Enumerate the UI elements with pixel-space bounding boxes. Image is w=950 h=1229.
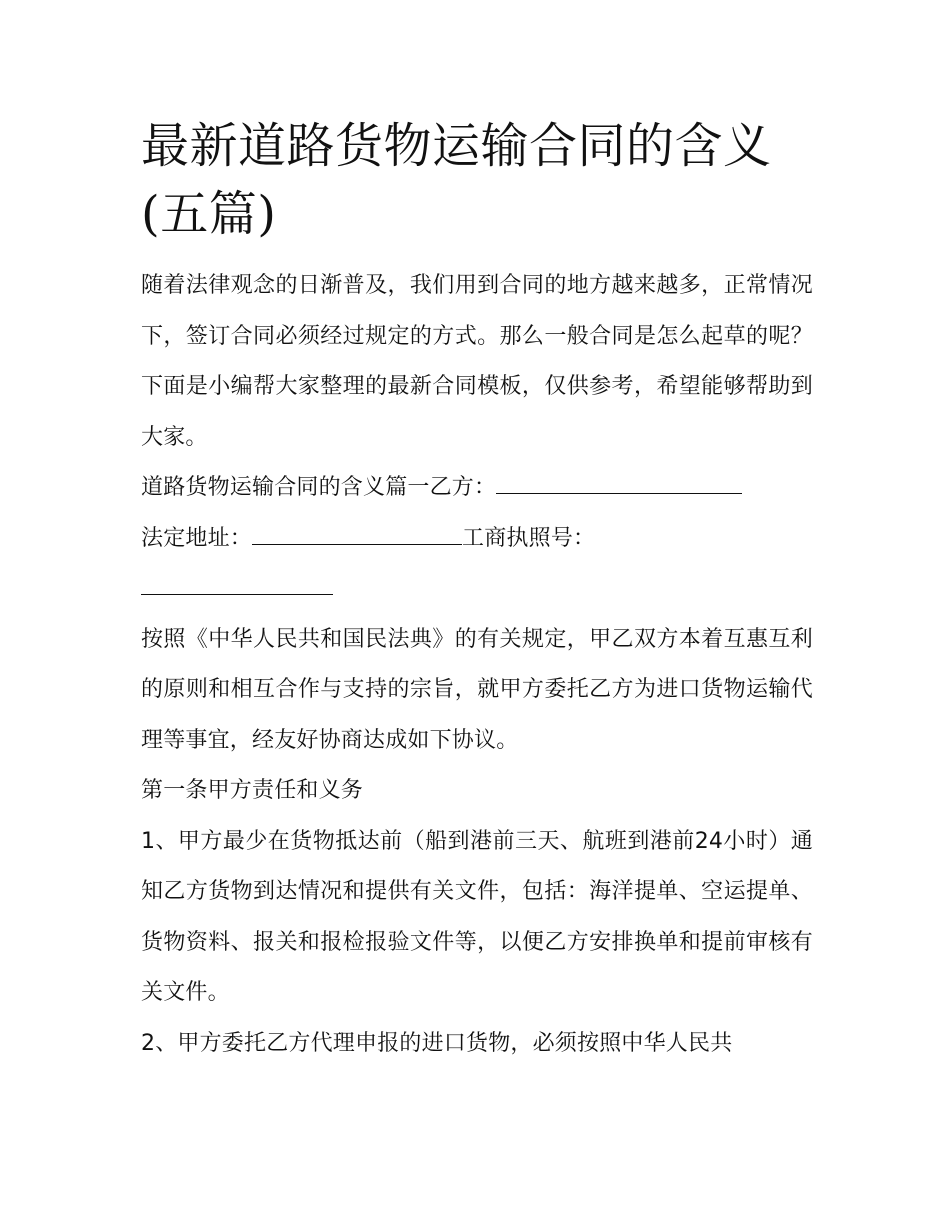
document-page: [141, 112, 813, 1069]
license-blank-line: [141, 564, 813, 615]
clause-2: 2、甲方委托乙方代理申报的进口货物，必须按照中华人民共: [141, 1030, 733, 1056]
license-label: 工商执照号：: [462, 525, 596, 551]
address-line: [141, 514, 813, 565]
intro-paragraph: 随着法律观念的日渐普及，我们用到合同的地方越来越多，正常情况下，签订合同必须经过规定的方式。那么一般合同是怎么起草的呢？下面是小编帮大家整理的最新合同模板，仅供参考，希望能够帮助到大家。: [141, 273, 813, 450]
preamble-paragraph: 按照《中华人民共和国民法典》的有关规定，甲乙双方本着互惠互利的原则和相互合作与支持的宗旨，就甲方委托乙方为进口货物运输代理等事宜，经友好协商达成如下协议。: [141, 626, 813, 753]
address-blank: [252, 520, 462, 545]
license-blank: [141, 570, 333, 595]
party-b-blank: [496, 469, 742, 494]
document-title: 最新道路货物运输合同的含义(五篇): [141, 118, 772, 242]
party-b-line: [141, 463, 813, 514]
article1-heading: 第一条甲方责任和义务: [141, 778, 364, 803]
party-b-label: 道路货物运输合同的含义篇一乙方：: [141, 475, 497, 500]
address-label: 法定地址：: [141, 525, 253, 551]
clause-1: 1、甲方最少在货物抵达前（船到港前三天、航班到港前24小时）通知乙方货物到达情况和提供有关文件，包括：海洋提单、空运提单、货物资料、报关和报检报验文件等，以便乙方安排换单和提前审核有关文件。: [141, 828, 813, 1005]
